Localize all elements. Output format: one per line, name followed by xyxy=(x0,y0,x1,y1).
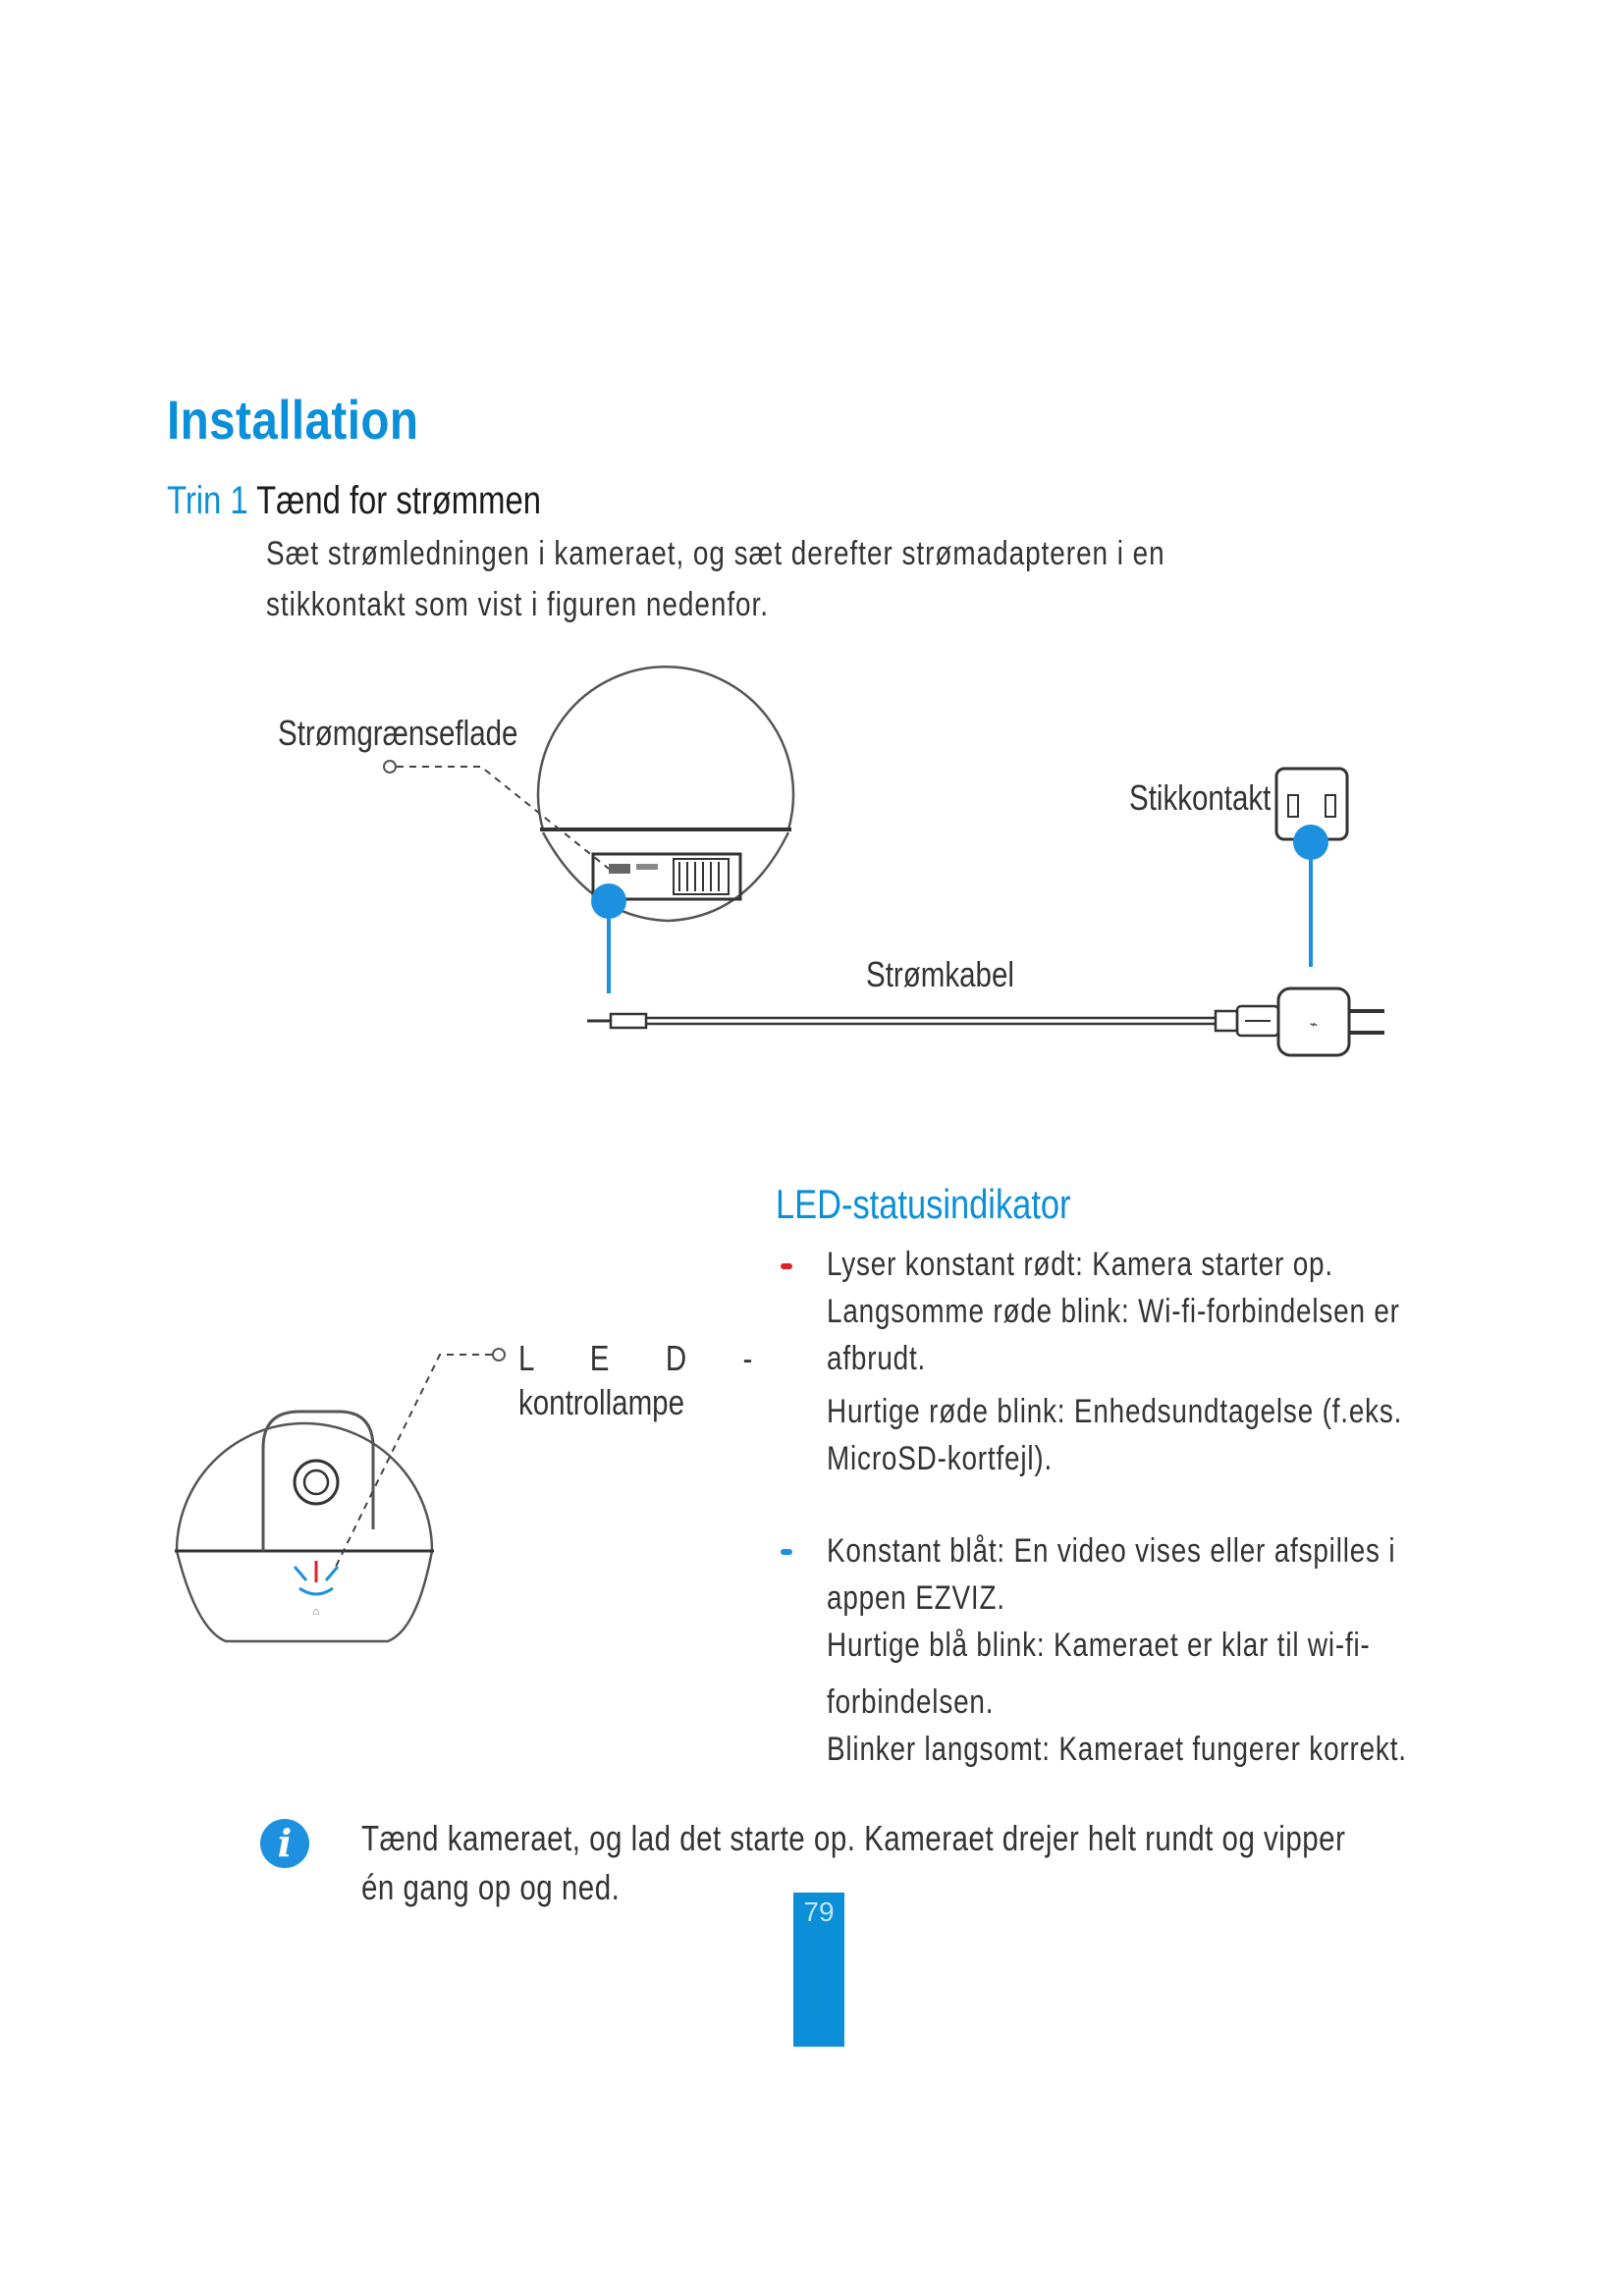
led-blue-line-5: Blinker langsomt: Kameraet fungerer korrekt. xyxy=(827,1731,1407,1768)
led-leader-dot xyxy=(493,1349,505,1361)
step-number: Trin 1 xyxy=(167,479,248,522)
interface-leader-dot xyxy=(384,761,396,773)
led-blue-line-4: forbindelsen. xyxy=(827,1683,995,1721)
led-red-line-4: Hurtige røde blink: Enhedsundtagelse (f.eks. xyxy=(827,1393,1403,1430)
label-power-interface: Strømgrænseflade xyxy=(278,713,518,753)
note-text: Tænd kameraet, og lad det starte op. Kameraet drejer helt rundt og vipper én gang op og ned. xyxy=(361,1818,1346,1907)
led-red-line-5: MicroSD-kortfejl). xyxy=(827,1440,1054,1477)
led-blue-line-2: appen EZVIZ. xyxy=(827,1579,1005,1617)
led-blue-line-3: Hurtige blå blink: Kameraet er klar til wi-fi- xyxy=(827,1627,1371,1664)
led-figure xyxy=(0,1276,766,1669)
page-heading: Installation xyxy=(167,389,419,451)
label-led-line1: L E D - xyxy=(518,1338,777,1378)
label-outlet: Stikkontakt xyxy=(1129,777,1272,818)
svg-text:⌂: ⌂ xyxy=(312,1606,320,1618)
label-power-cable: Strømkabel xyxy=(866,954,1014,994)
label-led-line2: kontrollampe xyxy=(518,1382,685,1422)
camera-illustration xyxy=(538,667,793,921)
led-status-title: LED-statusindikator xyxy=(776,1181,1071,1227)
led-blue-line-1: Konstant blåt: En video vises eller afspilles i xyxy=(827,1532,1396,1570)
step-title: Tænd for strømmen xyxy=(256,479,541,522)
wall-outlet-illustration xyxy=(1276,769,1347,967)
info-icon: i xyxy=(260,1819,309,1868)
led-red-line-1: Lyser konstant rødt: Kamera starter op. xyxy=(827,1246,1333,1283)
svg-text:⌁: ⌁ xyxy=(1309,1016,1319,1032)
red-led-bullet xyxy=(781,1263,792,1269)
blue-led-bullet xyxy=(781,1549,792,1555)
installation-figure xyxy=(0,0,1624,1139)
power-cable-illustration xyxy=(587,988,1384,1055)
intro-paragraph: Sæt strømledningen i kameraet, og sæt derefter strømadapteren i en stikkontakt som vist i figuren nedenfor. xyxy=(266,535,1165,623)
led-red-line-3: afbrudt. xyxy=(827,1340,927,1377)
page-number: 79 xyxy=(803,1896,835,1927)
led-red-line-2: Langsomme røde blink: Wi-fi-forbindelsen er xyxy=(827,1293,1400,1330)
